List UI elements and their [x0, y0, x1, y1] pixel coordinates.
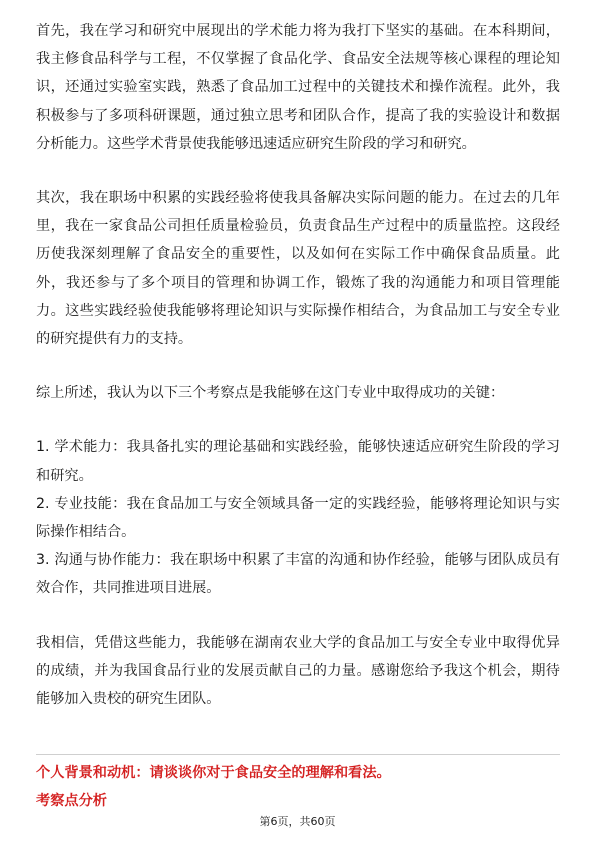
paragraph-gap	[36, 407, 560, 433]
paragraph-conclusion: 我相信，凭借这些能力，我能够在湖南农业大学的食品加工与安全专业中取得优异的成绩，并为我国食品行业的发展贡献自己的力量。感谢您给予我这个机会，期待能够加入贵校的研究生团队。	[36, 634, 560, 708]
paragraph-summary-intro: 综上所述，我认为以下三个考察点是我能够在这门专业中取得成功的关键：	[36, 385, 505, 402]
paragraph-academic-ability: 首先，我在学习和研究中展现出的学术能力将为我打下坚实的基础。在本科期间，我主修食品科学与工程，不仅掌握了食品化学、食品安全法规等核心课程的理论知识，还通过实验室实践，熟悉了食品加工过程中的关键技术和操作流程。此外，我积极参与了多项科研课题，通过独立思考和团队合作，提高了我的实验设计和数据分析能力。这些学术背景使我能够迅速适应研究生阶段的学习和研究。	[36, 23, 560, 152]
question-heading: 个人背景和动机：请谈谈你对于食品安全的理解和看法。	[36, 765, 391, 781]
paragraph-gap	[36, 158, 560, 184]
list-item-communication: 3. 沟通与协作能力：我在职场中积累了丰富的沟通和协作经验，能够与团队成员有效合作，共同推进项目进展。	[36, 552, 560, 597]
analysis-heading: 考察点分析	[36, 793, 107, 809]
section-divider	[36, 754, 560, 755]
paragraph-gap	[36, 603, 560, 629]
body-content	[36, 17, 560, 713]
list-item-academic: 1. 学术能力：我具备扎实的理论基础和实践经验，能够快速适应研究生阶段的学习和研究。	[36, 439, 560, 484]
list-item-professional: 2. 专业技能：我在食品加工与安全领域具备一定的实践经验，能够将理论知识与实际操作相结合。	[36, 495, 560, 541]
paragraph-gap	[36, 353, 560, 379]
paragraph-practical-experience: 其次，我在职场中积累的实践经验将使我具备解决实际问题的能力。在过去的几年里，我在一家食品公司担任质量检验员，负责食品生产过程中的质量监控。这段经历使我深刻理解了食品安全的重要性，以及如何在实际工作中确保食品质量。此外，我还参与了多个项目的管理和协调工作，锻炼了我的沟通能力和项目管理能力。这些实践经验使我能够将理论知识与实际操作相结合，为食品加工与安全专业的研究提供有力的支持。	[36, 190, 560, 348]
page-number: 第6页，共60页	[259, 815, 336, 828]
